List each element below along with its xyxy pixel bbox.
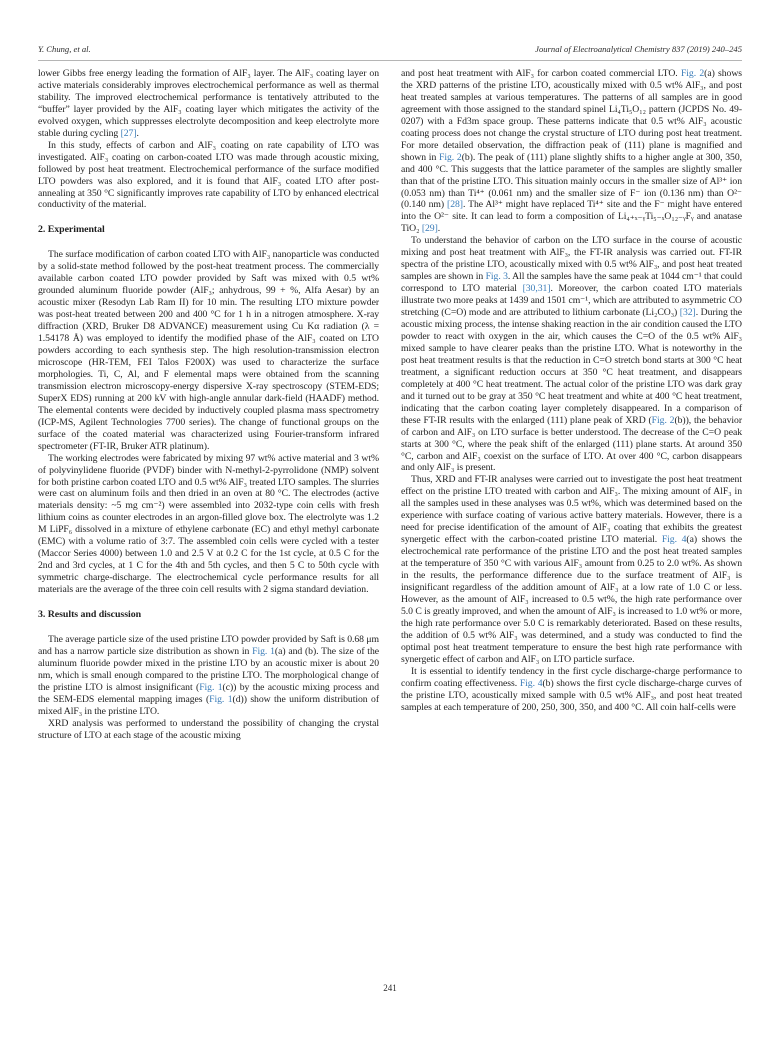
fig-4-link[interactable]: Fig. 4: [661, 534, 687, 546]
text-run: . Moreover, the carbon coated LTO materials illustrate two more peaks at 1439 and 1501 cm⁻¹, which are attributed to asymmetric CO stretching (C=O) mode and are attributed to lithium carbonate (Li₂CO₃): [401, 283, 742, 319]
text-run: In this study, effects of carbon and AlF₃ coating on rate capability of LTO was investigated. AlF₃ coating on carbon-coated LTO was made through acoustic mixing, followed by post heat treatment. Electrochemical performance of the surface modified LTO powders was also explored, and it is found that AlF₃ coated LTO after post-annealing at 350 °C significantly improves rate capability of LTO by enhanced electrical conductivity of the material.: [38, 139, 379, 211]
fig-1-link[interactable]: Fig. 1: [199, 681, 223, 693]
text-run: The working electrodes were fabricated by mixing 97 wt% active material and 3 wt% of polyvinylidene fluoride (PVDF) binder with N-methyl-2-pyrrolidone (NMP) solvent for both pristine carbon coated LTO and 0.5 wt% AlF₃ treated LTO samples. The slurries were cast on aluminum foils and then dried in an oven at 80 °C. The electrodes (active materials density: ~5 mg cm⁻²) were assembled into 2032-type coin cells with fresh lithium coins as counter electrodes in an argon-filled glove box. The electrolyte was 1.2 M LiPF₆ dissolved in a mixture of ethylene carbonate (EC) and ethyl methyl carbonate (EMC) with a volume ratio of 3:7. The assembled coin cells were cycled with a tester (Maccor Series 4000) between 1.0 and 2.5 V at 0.2 C for the 1st cycle, at 0.5 C for the 2nd and 3rd cycles, at 1 C for the 4th and 5th cycles, and then 5 C to 50th cycle with symmetric charge-discharge. The electrochemical cycle performance results for all materials are the average of the three coin cell results with 2 sigma standard deviation.: [38, 452, 379, 596]
column-left: [38, 68, 379, 742]
section-heading: [38, 224, 379, 236]
text-run: (a) shows the electrochemical rate performance of the pristine LTO and the post heat treated samples at the temperature of 350 °C with various AlF₃ amount from 0.25 to 2.0 wt%. As shown in the results, the performance difference due to the surface treatment of AlF₃ is insignificant regardless of the addition amount of AlF₃ at a low rate of 1.0 C or less. However, as the amount of AlF₃ increased to 0.5 wt%, the high rate performance over 5.0 C is greatly improved, and when the amount of AlF₃ is increased to 1.0 wt% or more, the high rate performance over 5.0 C is remarkably deteriorated. Based on these results, the addition of 0.5 wt% AlF₃ was determined, and a study was conducted to find the optimal post heat treatment temperature to ensure the best high rate performance with synergetic effect of carbon and AlF₃ on LTO particle surface.: [401, 534, 742, 665]
column-right: [401, 68, 742, 742]
section-heading: [38, 609, 379, 621]
text-run: . The Al³⁺ might have replaced Ti⁴⁺ site and the F⁻ might have entered into the O²⁻ site. It can lead to form a composition of Li₄₊ₓ₋ᵧTi₅₋ₓO₁₂₋ᵧFᵧ and anatase TiO₂: [401, 199, 742, 235]
paragraph: [38, 68, 379, 140]
text-run: .: [437, 223, 441, 235]
text-run: 2. Experimental: [38, 224, 105, 236]
text-run: . All the samples have the same peak at 1044 cm⁻¹ that could correspond to LTO material: [401, 271, 742, 295]
fig-2-link[interactable]: Fig. 2: [439, 151, 462, 163]
paragraph: [38, 718, 379, 742]
ref-32-link[interactable]: [32]: [679, 307, 696, 319]
header-divider: [38, 60, 742, 61]
paragraph: [401, 68, 742, 235]
text-run: and post heat treatment with AlF₃ for carbon coated commercial LTO.: [401, 68, 681, 79]
fig-2-link[interactable]: Fig. 2: [651, 414, 675, 426]
text-run: It is essential to identify tendency in the first cycle discharge-charge performance to confirm coating effectiveness.: [401, 665, 742, 689]
text-run: To understand the behavior of carbon on the LTO surface in the course of acoustic mixing and post heat treatment with AlF₃, the FT-IR analysis was carried out. FT-IR spectra of the pristine LTO, acoustically mixed with 0.5 wt% AlF₃, and post heat treated samples are shown in: [401, 235, 742, 283]
text-run: lower Gibbs free energy leading the formation of AlF₃ layer. The AlF₃ coating layer on active materials considerably improves electrochemical performance as well as thermal stability. The improved electrochemical performance is tentatively attributed to the “buffer” layer provided by the AlF₃ coating layer which mitigates the activity of the evolved oxygen, which suppresses electrolyte decomposition and keep electrolyte more stable during cycling: [38, 68, 379, 139]
text-run: 3. Results and discussion: [38, 609, 142, 621]
page-number: 241: [383, 983, 397, 993]
text-run: .: [136, 127, 139, 139]
text-run: XRD analysis was performed to understand the possibility of changing the crystal structure of LTO at each stage of the acoustic mixing: [38, 717, 379, 741]
text-run: (b) shows the first cycle discharge-charge curves of the pristine LTO, acoustically mixed sample with 0.5 wt% AlF₃, and post heat treated samples at each temperature of 200, 250, 300, 350, and 400 °C. All coin half-cells were: [401, 677, 742, 713]
fig-1-link[interactable]: Fig. 1: [209, 693, 233, 705]
text-run: (c)) by the acoustic mixing process and the SEM-EDS elemental mapping images (: [38, 681, 380, 705]
text-run: (a) shows the XRD patterns of the pristine LTO, acoustically mixed with 0.5 wt% AlF₃, and post heat treated samples at various temperatures. The patterns of all samples are in good agreement with those assigned to the standard spinel Li₄Ti₅O₁₂ pattern (JCPDS No. 49-0207) with a Fd3m space group. These patterns indicate that 0.5 wt% AlF₃ acoustic coating process does not change the crystal structure of LTO during post heat treatment. For more detailed observation, the diffraction peak of (111) plane is magnified and shown in: [401, 68, 743, 163]
fig-2-link[interactable]: Fig. 2: [680, 68, 705, 79]
text-run: The average particle size of the used pristine LTO powder provided by Saft is 0.68 μm and has a narrow particle size distribution as shown in: [38, 633, 379, 657]
paragraph: [38, 140, 379, 212]
text-run: (a) and (b). The size of the aluminum fluoride powder mixed in the pristine LTO by an acoustic mixer is about 20 nm, which is small enough compared to the pristine LTO. The morphological change of the pristine LTO is almost insignificant (: [38, 645, 379, 693]
page-footer: [0, 983, 780, 993]
running-head-journal: Journal of Electroanalytical Chemistry 837 (2019) 240–245: [535, 44, 742, 54]
ref-28-link[interactable]: [28]: [447, 199, 463, 211]
ref-27-link[interactable]: [27]: [120, 127, 137, 139]
text-run: The surface modification of carbon coated LTO with AlF₃ nanoparticle was conducted by a solid-state method followed by the post-heat treatment process. The commercially available carbon coated LTO powder provided by Saft was mixed with 0.5 wt% grounded aluminum fluoride powder (AlF₃; anhydrous, 99 + %, Alfa Aesar) by an acoustic mixer (Resodyn Lab Ram II) for 10 min. The resulting LTO mixture powder was post-heat treated between 200 and 400 °C for 1 h in a nitrogen atmosphere. X-ray diffraction (XRD, Bruker D8 ADVANCE) measurement using Cu Kα radiation (λ = 1.54178 Å) was employed to identify the modified phase of the AlF₃ coated on LTO powders according to each synthesis step. The high resolution-transmission electron microscope (HR-TEM, FEI Talos F200X) was used to characterize the surface morphologies. Ti, C, Al, and F elemental maps were obtained from the scanning transmission electron microscopy-energy dispersive X-ray spectroscopy (STEM-EDS; SuperX EDS) running at 200 kV with high-angle annular dark-field (HAADF) method. The elemental contents were decided by inductively coupled plasma mass spectrometry (ICP-MS, Agilent Technologies 7700 series). The change of functional groups on the surface of the coated material was characterized using Fourier-transform infrared spectrometer (FT-IR, Bruker ATR platinum).: [38, 249, 379, 452]
text-run: (d)) show the uniform distribution of mixed AlF₃ in the pristine LTO.: [38, 693, 379, 717]
running-head-author: Y. Chung, et al.: [38, 44, 91, 54]
paragraph: [401, 666, 742, 714]
text-run: (b). The peak of (111) plane slightly shifts to a higher angle at 300, 350, and 400 °C. This suggests that the lattice parameter of the samples are slightly smaller than that of the pristine LTO. This situation mainly occurs in the smaller size of Al³⁺ ion (0.053 nm) than Ti⁴⁺ (0.061 nm) and the smaller size of F⁻ ion (0.136 nm) than O²⁻ (0.140 nm): [401, 151, 742, 211]
text-run: . During the acoustic mixing process, the intense shaking reaction in the air condition caused the LTO powder to react with oxygen in the air, which causes the C=O of the 0.5 wt% AlF₃ mixed sample to have clearer peaks than the pristine LTO. What is noteworthy in the post heat treatment results is that the reduction in C=O stretch bond starts at 300 °C heat treatment, a significant reduction occurs at 350 °C heat treatment, and disappears completely at 400 °C heat treatment. The actual color of the pristine LTO was dark gray and it turned out to be gray at 350 °C heat treatment and white at 400 °C heat treatment, indicating that the carbon coating layer completely disappeared. In a comparison of these FT-IR results with the enlarged (111) plane peak of XRD (: [401, 307, 742, 426]
article-body: [38, 68, 742, 742]
paragraph: [38, 249, 379, 452]
fig-3-link[interactable]: Fig. 3: [485, 271, 508, 283]
fig-4-link[interactable]: Fig. 4: [519, 677, 543, 689]
ref-29-link[interactable]: [29]: [421, 223, 438, 235]
paragraph: [401, 474, 742, 665]
running-head: [38, 44, 742, 54]
paragraph: [38, 453, 379, 596]
fig-1-link[interactable]: Fig. 1: [252, 645, 275, 657]
paragraph: [38, 634, 379, 718]
text-run: Thus, XRD and FT-IR analyses were carried out to investigate the post heat treatment effect on the pristine LTO treated with carbon and AlF₃. The mixing amount of AlF₃ in all the samples used in these analyses was 0.5 wt%, which was determined based on the experience with surface coating of various active battery materials. However, there is a need for precise identification of the amount of AlF₃ coating that exhibits the greatest synergetic effect with the carbon-coated pristine LTO material.: [401, 474, 742, 546]
text-run: (b)), the behavior of carbon and AlF₃ on LTO surface is better understood. The decrease of the C=O peak starts at 300 °C, where the peak shift of the enlarged (111) plane starts. At around 350 °C, carbon and AlF₃ coexist on the surface of LTO. At over 400 °C, carbon disappears and only AlF₃ is present.: [401, 414, 743, 474]
paragraph: [401, 235, 742, 474]
ref-30-31-link[interactable]: [30,31]: [522, 283, 551, 295]
